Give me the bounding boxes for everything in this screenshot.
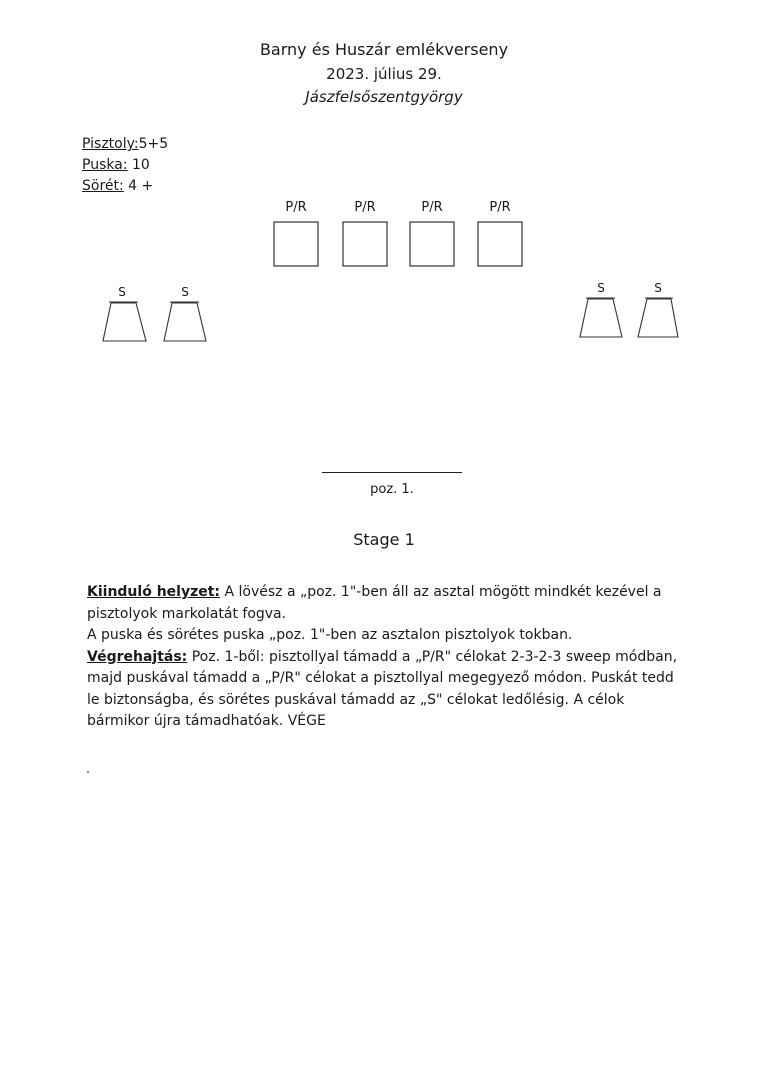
start-position-text: A lövész a „poz. 1"-ben áll az asztal mögött mindkét kezével a pisztolyok markolatát fogva. xyxy=(87,584,662,622)
start-position-paragraph-2: A puska és sörétes puska „poz. 1"-ben az asztalon pisztolyok tokban. xyxy=(87,627,573,643)
document-place: Jászfelsőszentgyörgy xyxy=(305,88,463,106)
stage-description xyxy=(87,582,687,733)
s-target xyxy=(103,303,146,341)
document-title: Barny és Huszár emlékverseny xyxy=(259,40,509,59)
start-position-label: Kiinduló helyzet: xyxy=(87,584,221,600)
execution-text: Poz. 1-ből: pisztollyal támadd a „P/R" célokat 2-3-2-3 sweep módban, majd puskával támadd a „P/R" célokat a pisztollyal megegyező módon. Puskát tedd le biztonságba, és sörétes puskával támadd az „S" célokat ledőlésig. A célok bármikor újra támadhatóak. VÉGE xyxy=(87,648,678,729)
pr-target-label: P/R xyxy=(285,200,307,215)
s-target-label: S xyxy=(118,285,126,299)
s-target-label: S xyxy=(181,285,189,299)
shooting-position-label: poz. 1. xyxy=(370,482,414,497)
s-target xyxy=(580,299,622,337)
document-date: 2023. július 29. xyxy=(326,65,442,83)
spec-pistol-label: Pisztoly: xyxy=(82,136,139,152)
stray-dot xyxy=(87,771,89,773)
spec-shotgun-label: Sörét: xyxy=(82,178,124,194)
stage-diagram xyxy=(0,0,768,460)
pr-target-label: P/R xyxy=(489,200,511,215)
execution-paragraph xyxy=(87,647,687,733)
start-position-paragraph xyxy=(87,582,687,625)
pr-target-label: P/R xyxy=(421,200,443,215)
spec-rifle-value: 10 xyxy=(127,157,150,173)
pr-target-label: P/R xyxy=(354,200,376,215)
pr-target xyxy=(343,222,387,266)
s-target xyxy=(638,299,678,337)
stage-title: Stage 1 xyxy=(353,530,415,549)
spec-shotgun-value: 4 + xyxy=(123,178,154,194)
pr-target xyxy=(410,222,454,266)
pr-target xyxy=(274,222,318,266)
s-target xyxy=(164,303,206,341)
s-target-label: S xyxy=(654,281,662,295)
spec-rifle-label: Puska: xyxy=(82,157,128,173)
pr-target xyxy=(478,222,522,266)
spec-pistol-value: 5+5 xyxy=(138,136,169,152)
execution-label: Végrehajtás: xyxy=(87,648,188,665)
shooting-position-line xyxy=(322,472,462,473)
s-target-label: S xyxy=(597,281,605,295)
